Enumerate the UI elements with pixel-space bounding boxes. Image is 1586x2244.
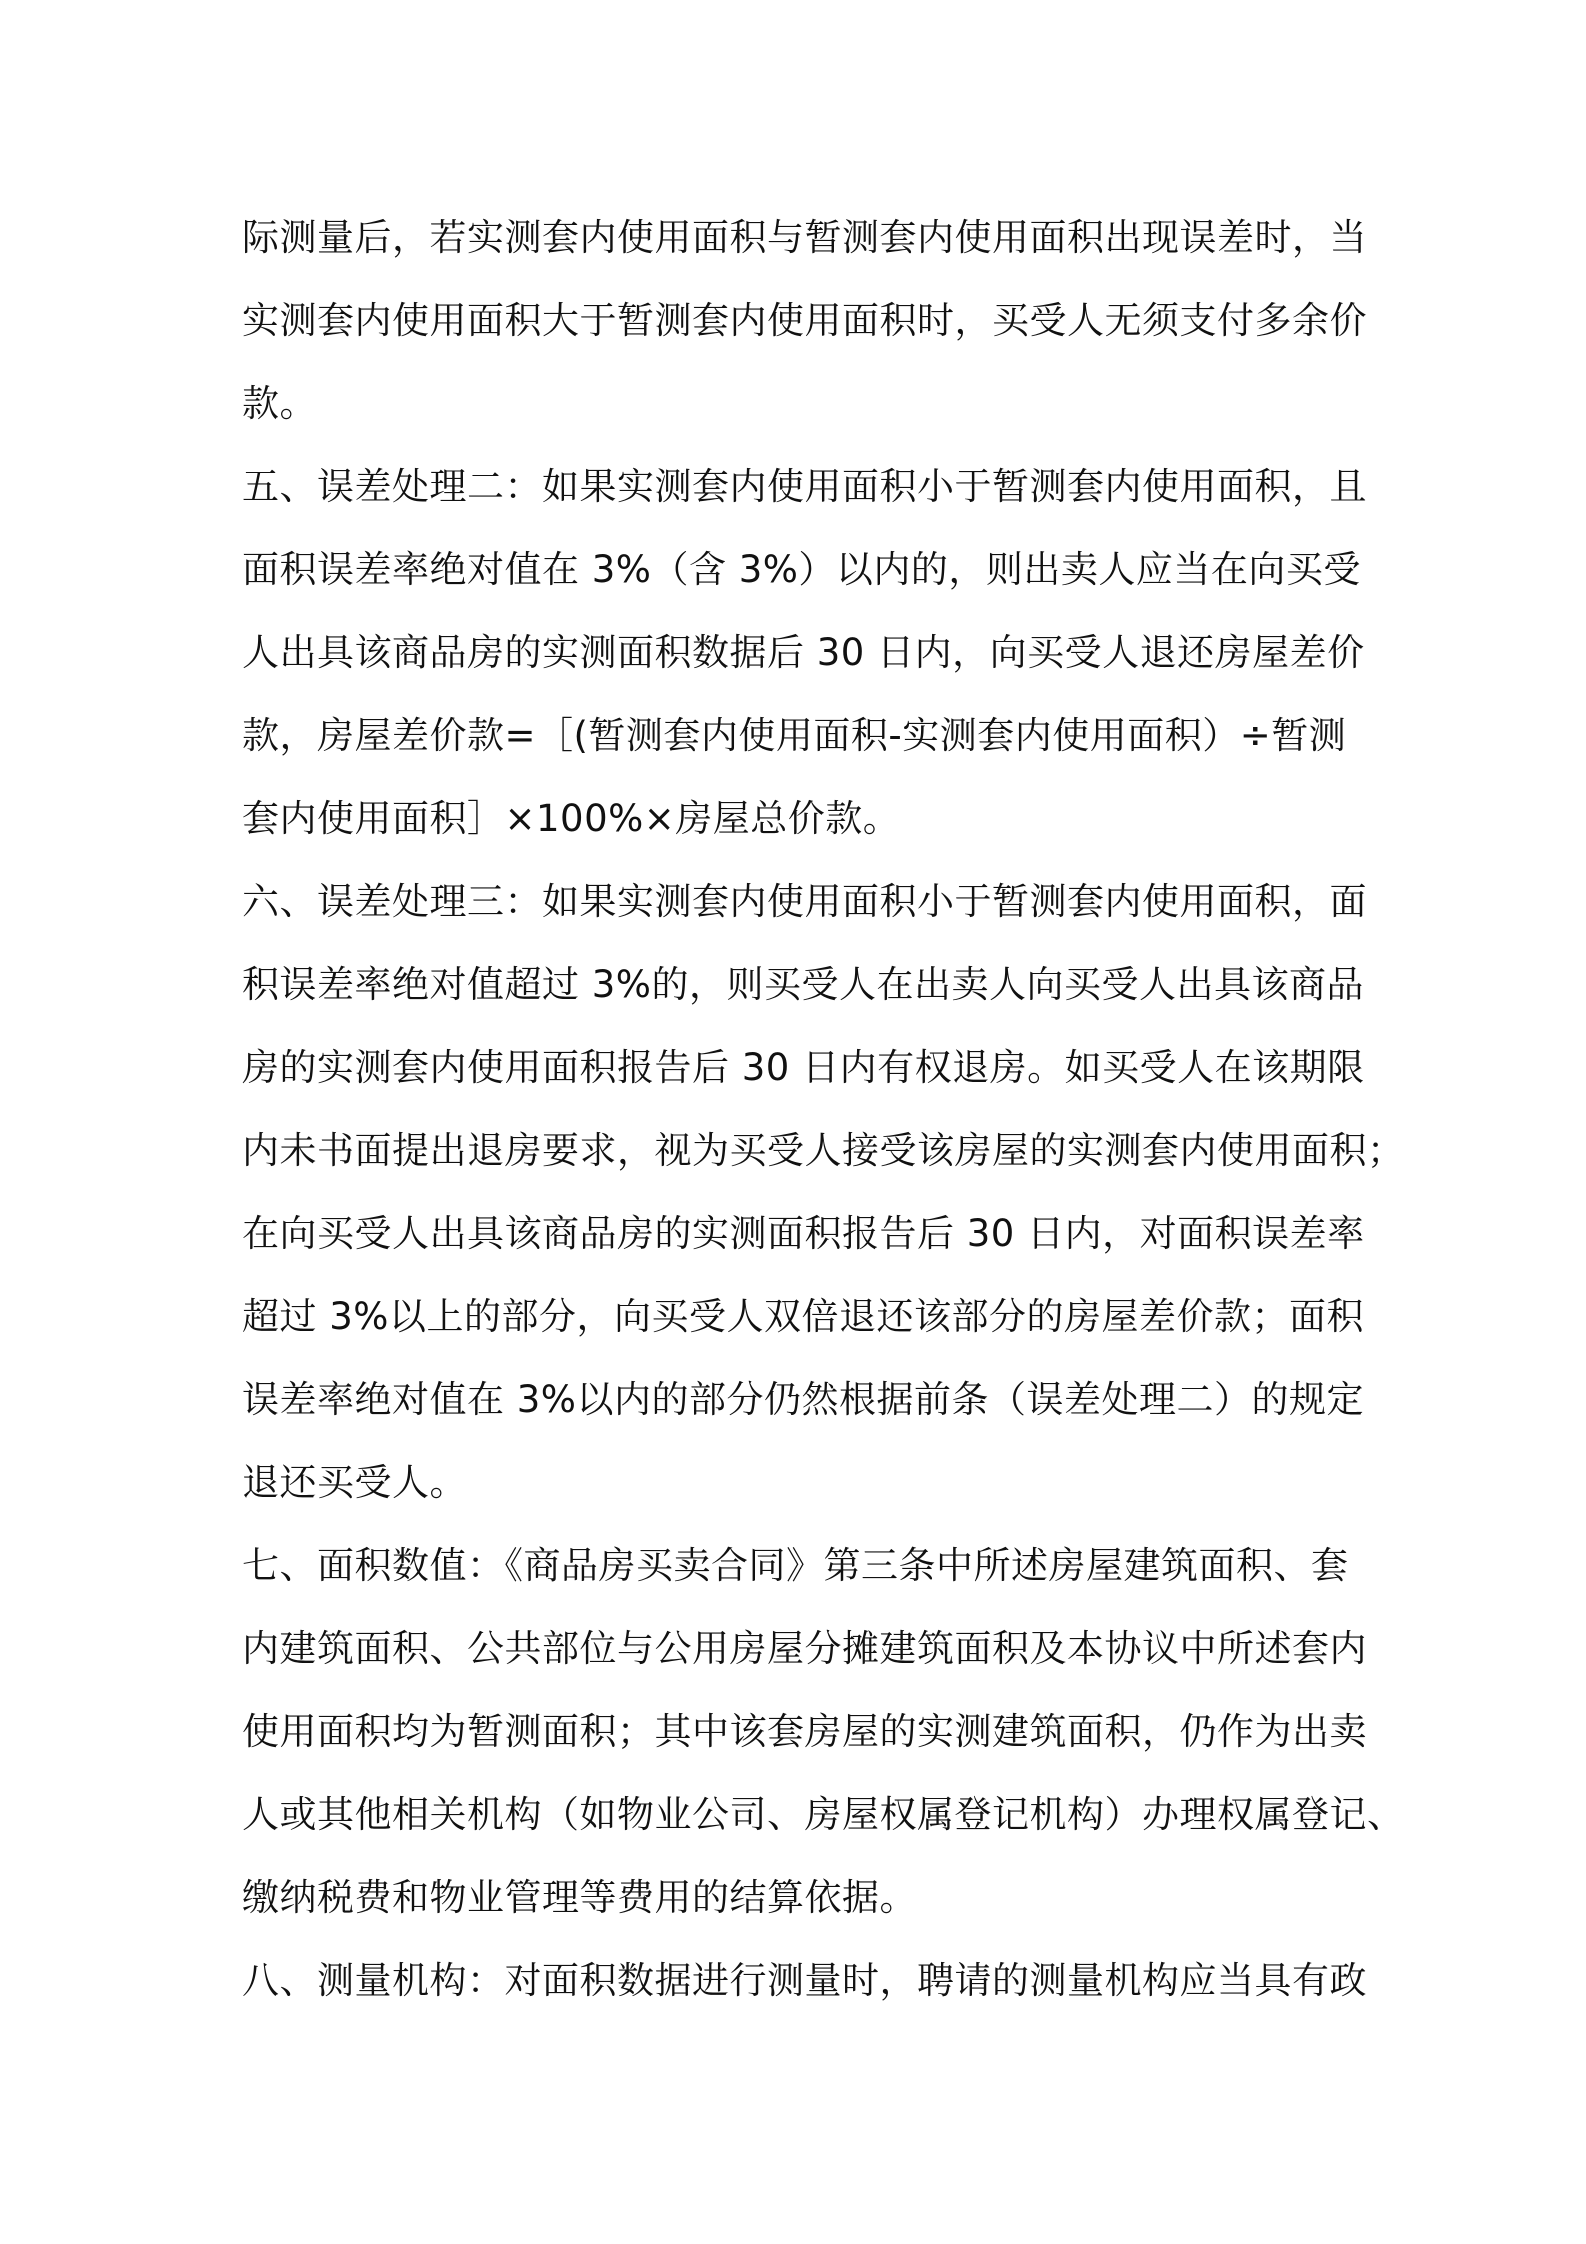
text-line: 七、面积数值：《商品房买卖合同》第三条中所述房屋建筑面积、套 [242, 1544, 1349, 1587]
text-line: 六、误差处理三：如果实测套内使用面积小于暂测套内使用面积，面 [242, 880, 1367, 923]
document-body [242, 196, 1405, 2022]
text-line: 使用面积均为暂测面积；其中该套房屋的实测建筑面积，仍作为出卖 [242, 1710, 1367, 1753]
text-line: 款。 [242, 382, 317, 425]
text-line: 积误差率绝对值超过 3%的，则买受人在出卖人向买受人出具该商品 [242, 963, 1364, 1006]
text-line: 超过 3%以上的部分，向买受人双倍退还该部分的房屋差价款；面积 [242, 1295, 1364, 1338]
text-line: 房的实测套内使用面积报告后 30 日内有权退房。如买受人在该期限 [242, 1046, 1365, 1089]
text-line: 退还买受人。 [242, 1461, 467, 1504]
text-line: 在向买受人出具该商品房的实测面积报告后 30 日内，对面积误差率 [242, 1212, 1365, 1255]
text-line: 面积误差率绝对值在 3%（含 3%）以内的，则出卖人应当在向买受 [242, 548, 1361, 591]
text-line: 款，房屋差价款=［(暂测套内使用面积-实测套内使用面积）÷暂测 [242, 714, 1347, 757]
text-line: 五、误差处理二：如果实测套内使用面积小于暂测套内使用面积，且 [242, 465, 1367, 508]
text-line: 内未书面提出退房要求，视为买受人接受该房屋的实测套内使用面积； [242, 1129, 1405, 1172]
text-line: 误差率绝对值在 3%以内的部分仍然根据前条（误差处理二）的规定 [242, 1378, 1364, 1421]
text-line: 内建筑面积、公共部位与公用房屋分摊建筑面积及本协议中所述套内 [242, 1627, 1367, 1670]
text-line: 套内使用面积］×100%×房屋总价款。 [242, 797, 901, 840]
text-line: 缴纳税费和物业管理等费用的结算依据。 [242, 1876, 917, 1919]
text-line: 人出具该商品房的实测面积数据后 30 日内，向买受人退还房屋差价 [242, 631, 1365, 674]
text-line: 际测量后，若实测套内使用面积与暂测套内使用面积出现误差时，当 [242, 216, 1367, 259]
text-line: 人或其他相关机构（如物业公司、房屋权属登记机构）办理权属登记、 [242, 1793, 1405, 1836]
text-line: 实测套内使用面积大于暂测套内使用面积时，买受人无须支付多余价 [242, 299, 1367, 342]
text-line: 八、测量机构：对面积数据进行测量时，聘请的测量机构应当具有政 [242, 1959, 1367, 2002]
